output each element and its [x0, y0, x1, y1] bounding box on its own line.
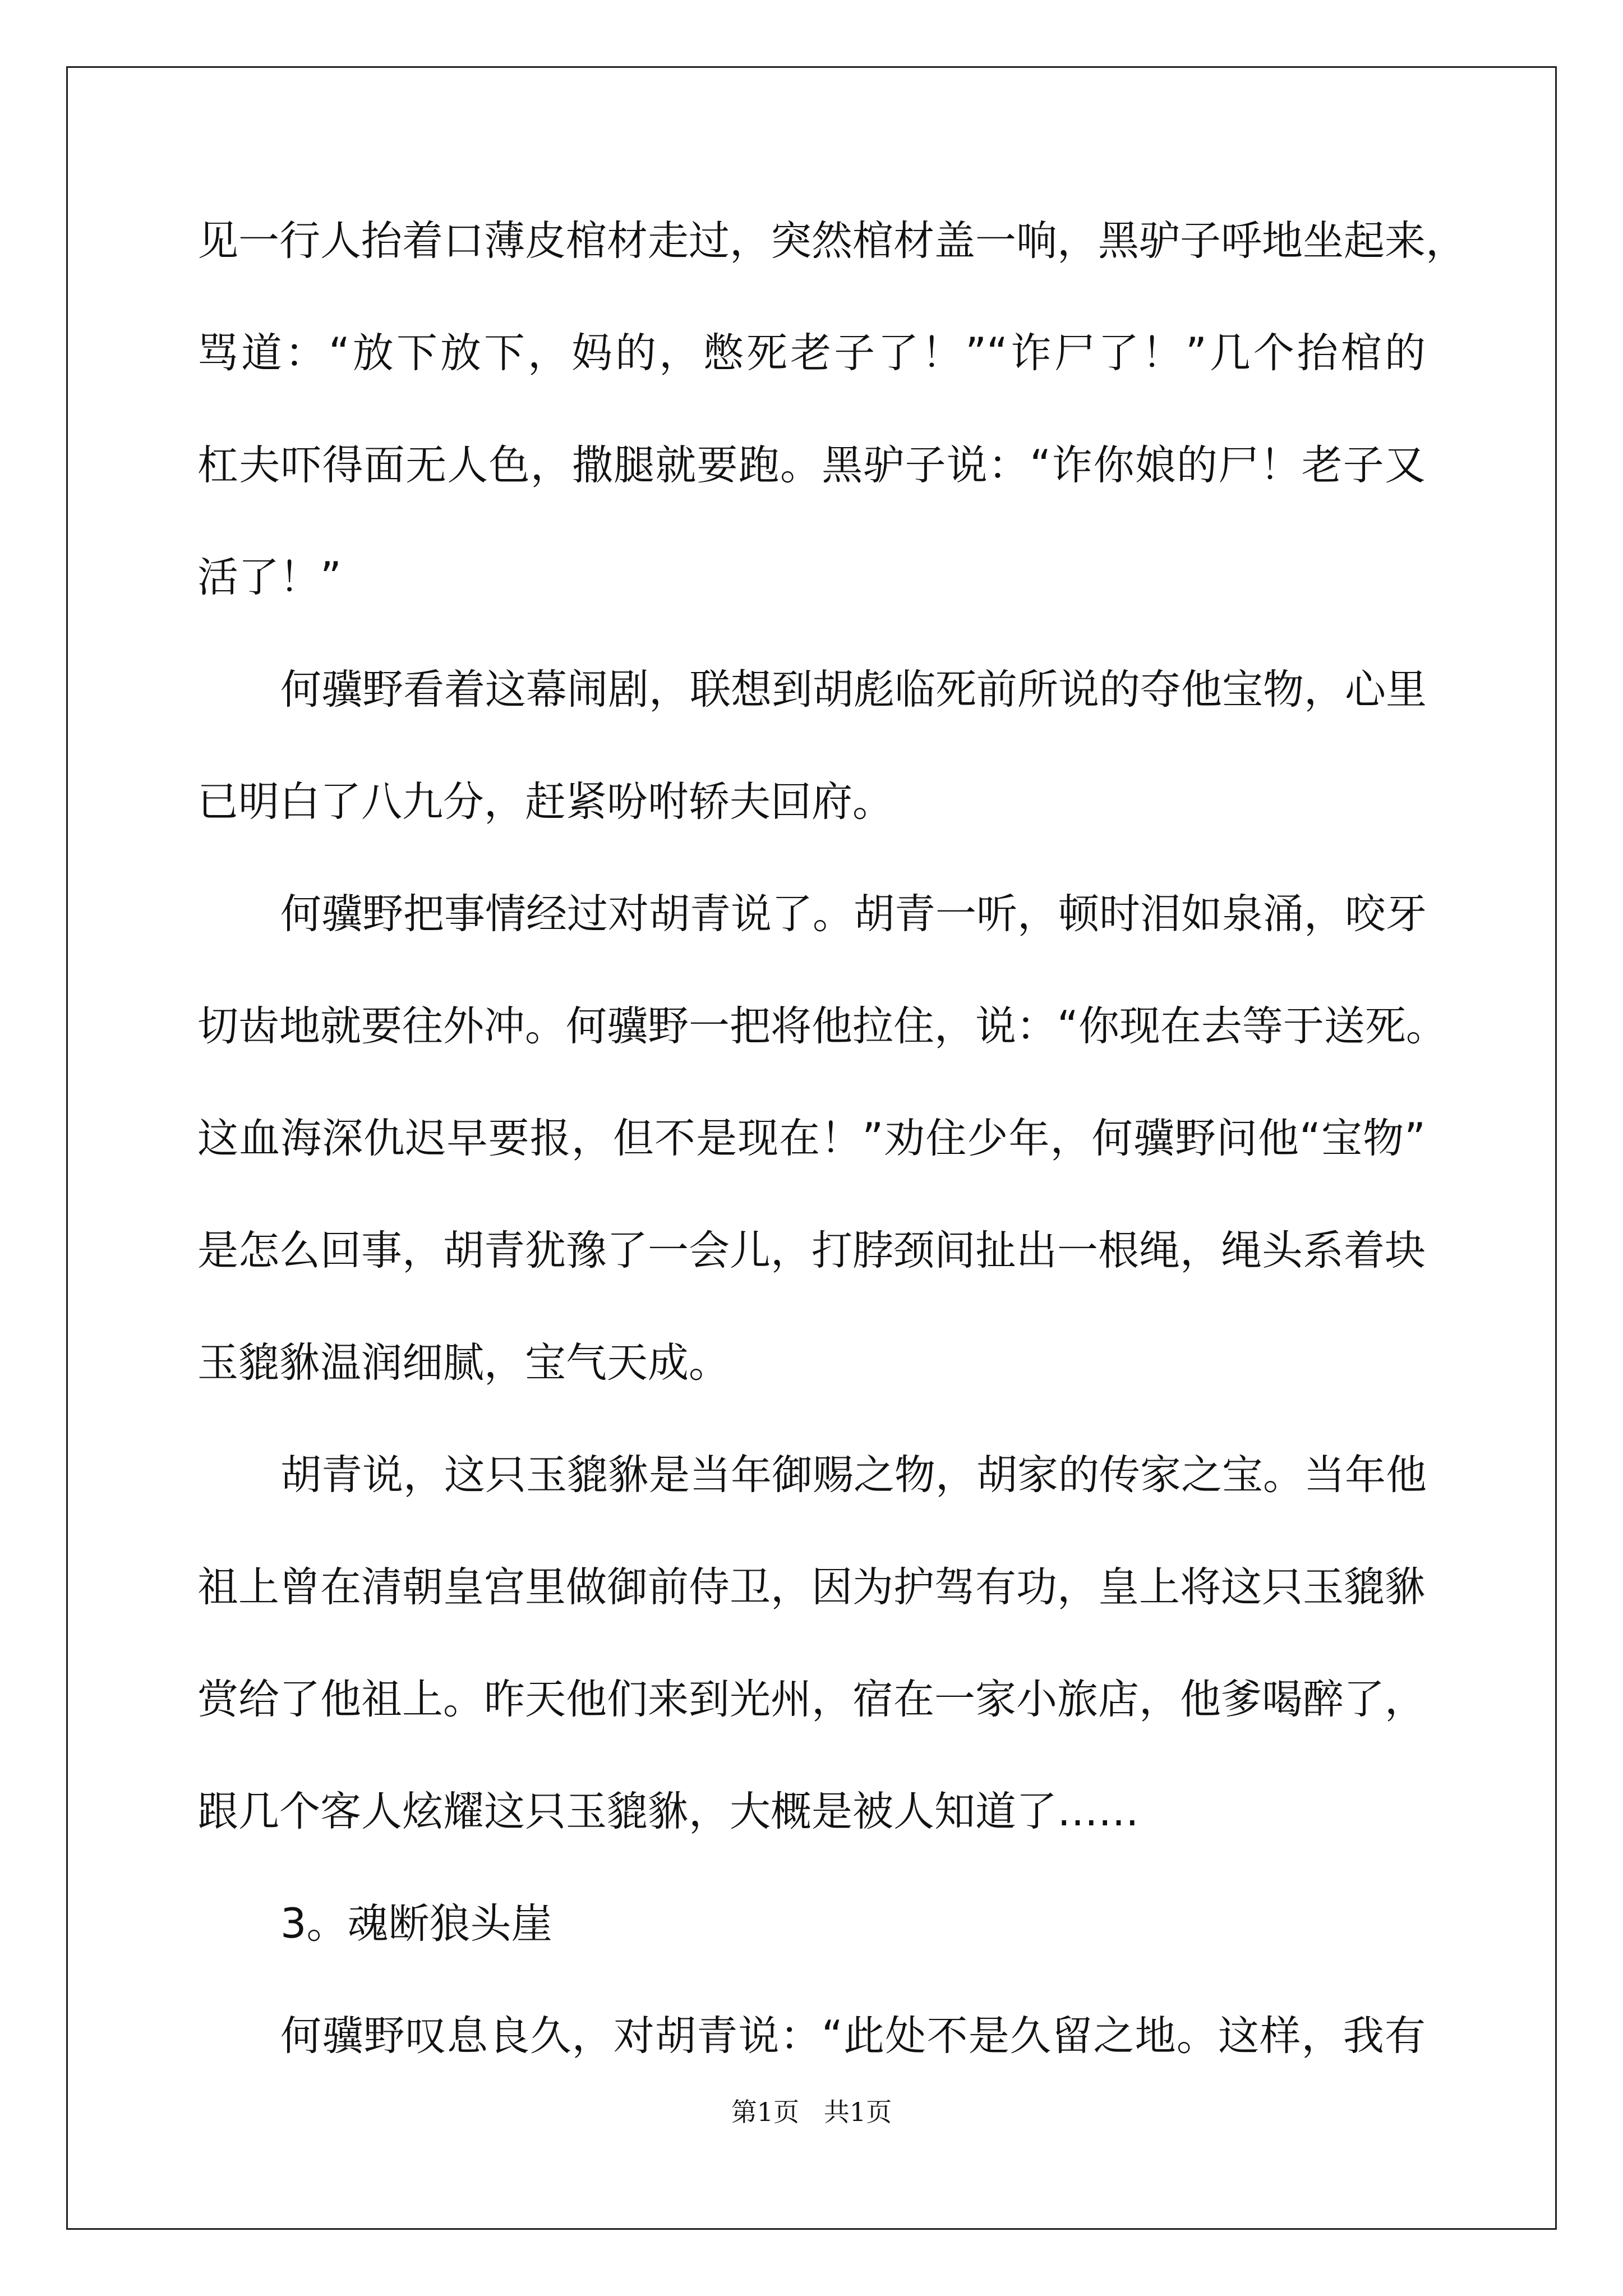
- paragraph-first-line: 何骥野把事情经过对胡青说了。胡青一听，顿时泪如泉涌，咬牙: [280, 890, 1427, 938]
- paragraph-first-line: 何骥野叹息良久，对胡青说：“此处不是久留之地。这样，我有: [280, 2012, 1426, 2060]
- body-line: 骂道：“放下放下，妈的，憋死老子了！”“诈尸了！”几个抬棺的: [197, 329, 1426, 377]
- body-line: 跟几个客人炫耀这只玉貔貅，大概是被人知道了……: [197, 1788, 1139, 1835]
- page-footer: 第1页 共1页: [731, 2097, 892, 2127]
- body-line: 已明白了八九分，赶紧吩咐轿夫回府。: [197, 778, 893, 826]
- paragraph-first-line: 何骥野看着这幕闹剧，联想到胡彪临死前所说的夺他宝物，心里: [280, 666, 1427, 714]
- body-line: 是怎么回事，胡青犹豫了一会儿，打脖颈间扯出一根绳，绳头系着块: [197, 1227, 1426, 1274]
- body-line: 切齿地就要往外冲。何骥野一把将他拉住，说：“你现在去等于送死。: [197, 1002, 1447, 1050]
- body-line: 祖上曾在清朝皇宫里做御前侍卫，因为护驾有功，皇上将这只玉貔貅: [197, 1563, 1426, 1611]
- body-line: 见一行人抬着口薄皮棺材走过，突然棺材盖一响，黑驴子呼地坐起来，: [197, 217, 1467, 265]
- body-line: 这血海深仇迟早要报，但不是现在！”劝住少年，何骥野问他“宝物”: [197, 1115, 1426, 1162]
- paragraph-first-line: 胡青说，这只玉貔貅是当年御赐之物，胡家的传家之宝。当年他: [280, 1451, 1427, 1499]
- body-line: 活了！”: [197, 554, 342, 601]
- body-line: 玉貔貅温润细腻，宝气天成。: [197, 1339, 730, 1387]
- body-line: 赏给了他祖上。昨天他们来到光州，宿在一家小旅店，他爹喝醉了，: [197, 1676, 1426, 1723]
- body-line: 杠夫吓得面无人色，撒腿就要跑。黑驴子说：“诈你娘的尸！老子又: [197, 441, 1426, 489]
- section-heading: 3。魂断狼头崖: [280, 1900, 552, 1948]
